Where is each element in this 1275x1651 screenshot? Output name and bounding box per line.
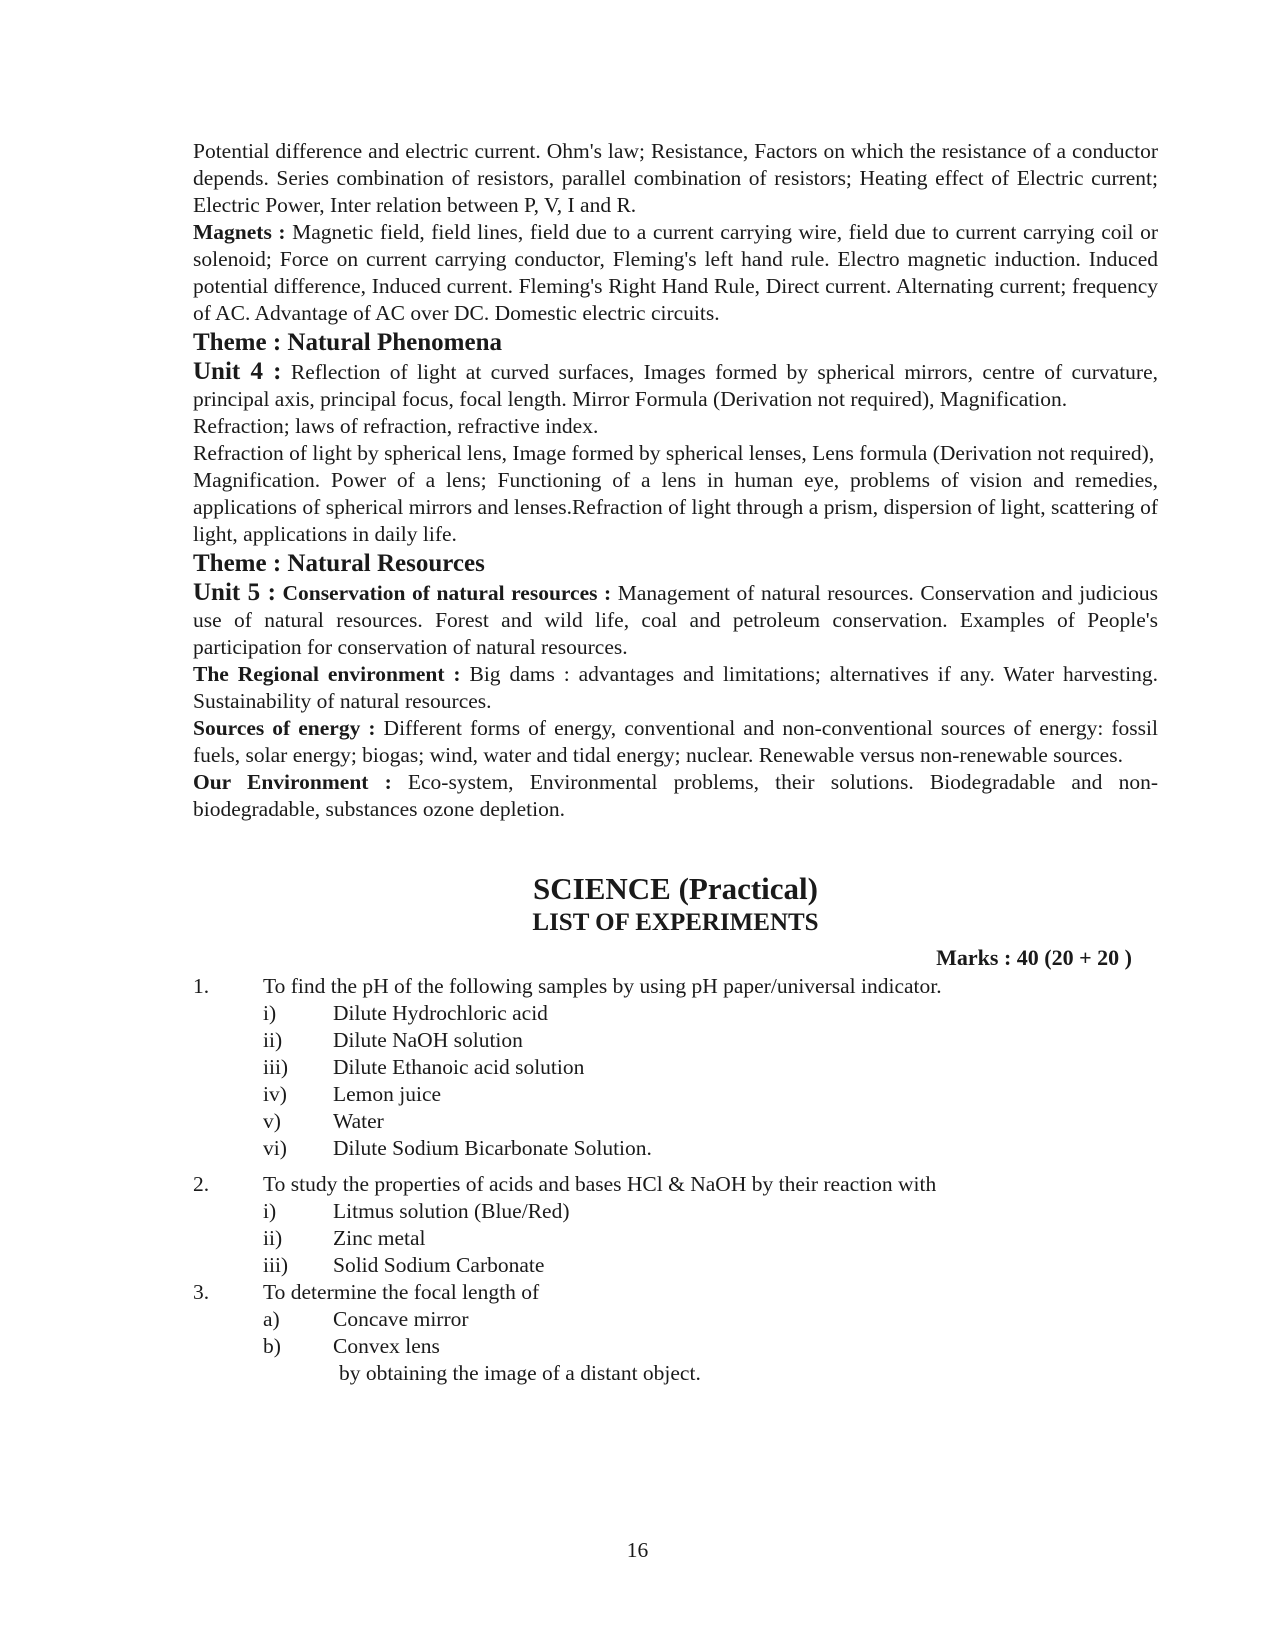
subitem-label: iii) [263, 1055, 289, 1079]
environment-text: Eco-system, Environmental problems, their solutions. Biodegradable and non-biodegradable, substances ozone depletion. [193, 770, 1158, 821]
experiment-text: To determine the focal length of [263, 1280, 540, 1304]
experiment-item [193, 1171, 1158, 1198]
subitem-label: ii) [263, 1028, 283, 1052]
energy-label: Sources of energy : [193, 716, 376, 740]
subitem-label: a) [263, 1307, 280, 1331]
practical-title: SCIENCE (Practical) [533, 871, 818, 906]
experiment-number: 1. [193, 974, 210, 998]
experiment-tail-text: by obtaining the image of a distant object. [339, 1361, 701, 1385]
experiment-number: 2. [193, 1172, 210, 1196]
magnets-label: Magnets : [193, 220, 286, 244]
subitem-text: Convex lens [333, 1334, 440, 1358]
subitem-text: Zinc metal [333, 1226, 426, 1250]
subitem-label: v) [263, 1109, 281, 1133]
subitem-text: Dilute NaOH solution [333, 1028, 523, 1052]
paragraph-environment [193, 769, 1158, 823]
subitem-text: Concave mirror [333, 1307, 469, 1331]
paragraph-magnets [193, 219, 1158, 327]
subitem-label: vi) [263, 1136, 287, 1160]
experiment-item [193, 1279, 1158, 1306]
experiment-item [193, 973, 1158, 1000]
experiment-subitem [193, 1081, 1158, 1108]
experiment-subitem [193, 1027, 1158, 1054]
experiment-subitem [193, 1252, 1158, 1279]
experiment-subitem [193, 1333, 1158, 1360]
unit5-label: Unit 5 : [193, 579, 276, 606]
paragraph-refraction-laws: Refraction; laws of refraction, refractive index. [193, 414, 599, 438]
subitem-label: i) [263, 1199, 277, 1223]
experiment-subitem [193, 1000, 1158, 1027]
experiment-subitem [193, 1054, 1158, 1081]
subitem-text: Dilute Ethanoic acid solution [333, 1055, 585, 1079]
practical-subtitle: LIST OF EXPERIMENTS [532, 909, 819, 936]
theme-natural-resources: Theme : Natural Resources [193, 550, 485, 577]
subitem-label: ii) [263, 1226, 283, 1250]
subitem-text: Litmus solution (Blue/Red) [333, 1199, 570, 1223]
regional-label: The Regional environment : [193, 662, 461, 686]
subitem-label: b) [263, 1334, 281, 1358]
paragraph-unit4 [193, 358, 1158, 413]
regional-text: Big dams : advantages and limitations; alternatives if any. Water harvesting. Sustainability of natural resources. [193, 662, 1158, 713]
experiment-text: To study the properties of acids and bases HCl & NaOH by their reaction with [263, 1172, 937, 1196]
subitem-label: iv) [263, 1082, 287, 1106]
marks-label: Marks : 40 (20 + 20 ) [936, 945, 1132, 970]
experiment-number: 3. [193, 1280, 210, 1304]
subitem-text: Solid Sodium Carbonate [333, 1253, 545, 1277]
page-number: 16 [626, 1538, 649, 1562]
unit5-subheading: Conservation of natural resources : [275, 581, 612, 605]
experiment-list [193, 973, 1158, 1387]
paragraph-refraction-lens: Refraction of light by spherical lens, Image formed by spherical lenses, Lens formula (Derivation not required), [193, 441, 1155, 465]
unit5-text: Management of natural resources. Conservation and judicious use of natural resources. Forest and wild life, coal and petroleum conservation. Examples of People's participation for conservation of natural resources. [193, 581, 1158, 659]
unit4-label: Unit 4 : [193, 358, 282, 385]
paragraph-energy [193, 715, 1158, 769]
experiment-subitem [193, 1198, 1158, 1225]
paragraph-magnification: Magnification. Power of a lens; Functioning of a lens in human eye, problems of vision and remedies, applications of spherical mirrors and lenses.Refraction of light through a prism, dispersion of light, scattering of light, applications in daily life. [193, 468, 1158, 546]
paragraph-unit5 [193, 579, 1158, 661]
unit4-text: Reflection of light at curved surfaces, Images formed by spherical mirrors, centre of curvature, principal axis, principal focus, focal length. Mirror Formula (Derivation not required), Magnification. [193, 360, 1158, 411]
energy-text: Different forms of energy, conventional and non-conventional sources of energy: fossil fuels, solar energy; biogas; wind, water and tidal energy; nuclear. Renewable versus non-renewable sources. [193, 716, 1158, 767]
experiment-subitem [193, 1225, 1158, 1252]
subitem-text: Dilute Hydrochloric acid [333, 1001, 548, 1025]
subitem-label: i) [263, 1001, 277, 1025]
experiment-subitem [193, 1108, 1158, 1135]
paragraph-electricity: Potential difference and electric current. Ohm's law; Resistance, Factors on which the resistance of a conductor depends. Series combination of resistors, parallel combination of resistors; Heating effect of Electric current; Electric Power, Inter relation between P, V, I and R. [193, 139, 1158, 217]
subitem-text: Dilute Sodium Bicarbonate Solution. [333, 1136, 652, 1160]
subitem-text: Lemon juice [333, 1082, 442, 1106]
magnets-text: Magnetic field, field lines, field due to a current carrying wire, field due to current carrying coil or solenoid; Force on current carrying conductor, Fleming's left hand rule. Electro magnetic induction. Induced potential difference, Induced current. Fleming's Right Hand Rule, Direct current. Alternating current; frequency of AC. Advantage of AC over DC. Domestic electric circuits. [193, 220, 1158, 325]
paragraph-regional [193, 661, 1158, 715]
experiment-subitem [193, 1135, 1158, 1162]
experiment-subitem [193, 1306, 1158, 1333]
environment-label: Our Environment : [193, 770, 392, 794]
page-content [193, 138, 1158, 1387]
subitem-text: Water [333, 1109, 384, 1133]
theme-natural-phenomena: Theme : Natural Phenomena [193, 329, 502, 356]
experiment-text: To find the pH of the following samples by using pH paper/universal indicator. [263, 974, 942, 998]
subitem-label: iii) [263, 1253, 289, 1277]
